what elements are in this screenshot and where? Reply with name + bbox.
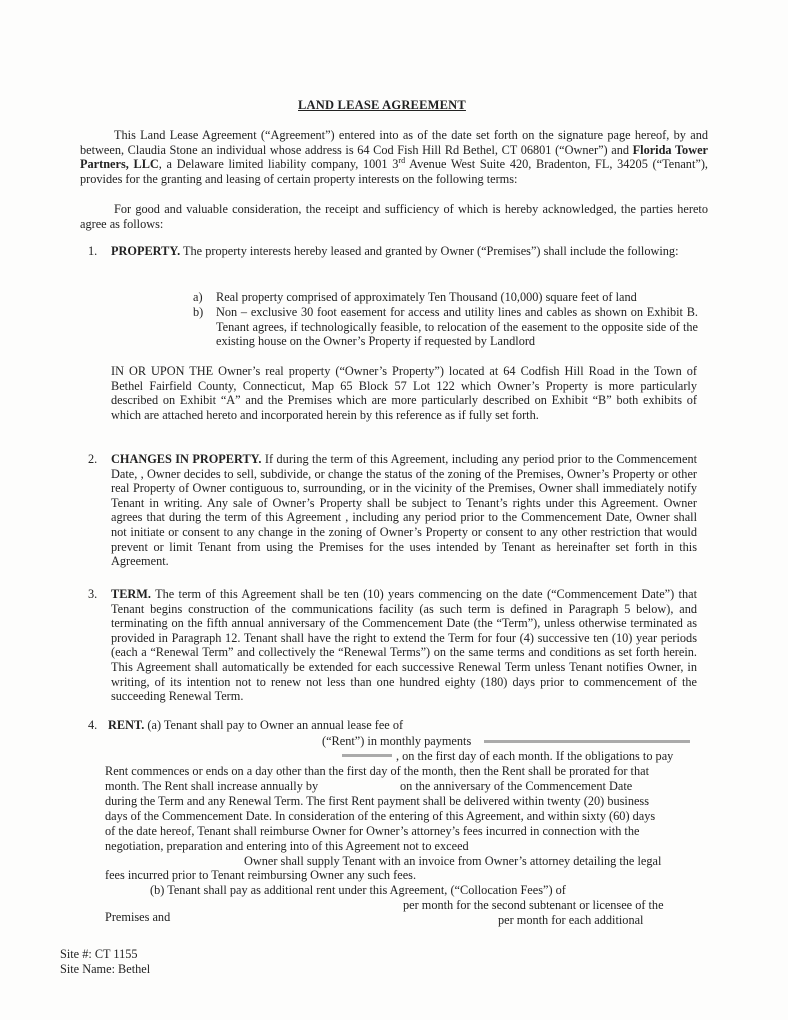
section-4-number: 4. [88,718,98,732]
rent-line-2: (“Rent”) in monthly payments [322,734,472,748]
rent-line-3: , on the first day of each month. If the obligations to pay [396,749,674,763]
footer-site-number: Site #: CT 1155 [60,947,138,961]
section-2-paragraph [111,452,697,569]
section-1-number: 1. [88,244,98,258]
section-2-text: If during the term of this Agreement, including any period prior to the Commencement Date, , Owner decides to sell, subdivide, or change the status of the zoning of the Premises, Owner’s Property or other real Property of Owner contiguous to, surrounding, or in the vicinity of the Premises, Owner shall immediately notify Tenant in writing. Any sale of Owner’s Property shall be subject to Tenant’s rights under this Agreement. Owner agrees that during the term of this Agreement , including any period prior to the Commencement Date, Owner shall not initiate or consent to any change in the zoning of Owner’s Property or consent to any other restriction that would prevent or limit Tenant from using the Premises for the uses intended by Tenant as hereinafter set forth in this Agreement. [111,452,698,569]
rent-line-1 [108,718,403,732]
rent-line-14b: per month for each additional [498,913,644,927]
item-a-text: Real property comprised of approximately Ten Thousand (10,000) square feet of land [216,290,637,304]
item-a-marker: a) [193,290,203,304]
rent-line-5b: on the anniversary of the Commencement Date [400,779,633,793]
section-3-paragraph [111,587,697,704]
section-3-text: The term of this Agreement shall be ten (10) years commencing on the date (“Commencement Date”) that Tenant begins construction of the communications facility (as such term is defined in Paragraph 5 below), and terminating on the fifth annual anniversary of the Commencement Date (the “Term”), unless otherwise terminated as provided in Paragraph 12. Tenant shall have the right to extend the Term for four (4) successive ten (10) year periods (each a “Renewal Term” and collectively the “Renewal Terms”) on the same terms and conditions as set forth herein. This Agreement shall automatically be extended for each successive Renewal Term unless Tenant notifies Owner, in writing, of its intention not to renew not less than one hundred eighty (180) days prior to commencement of the succeeding Renewal Term. [111,587,697,704]
section-2-number: 2. [88,452,98,466]
intro-text-c: Avenue West Suite 420, Bradenton, FL, 34205 (“Tenant”), provides for the granting and leasing of certain property interests on the following terms: [80,157,709,186]
section-1-paragraph [111,244,697,259]
intro-sup: rd [398,156,406,166]
rent-line-5a: month. The Rent shall increase annually by [105,779,319,793]
section-4-heading: RENT. [108,718,145,732]
rent-line-14a: Premises and [105,910,171,924]
rent-line-4: Rent commences or ends on a day other than the first day of the month, then the Rent shall be prorated for that [105,764,649,778]
rent-line-7: days of the Commencement Date. In consideration of the entering of this Agreement, and within sixty (60) days [105,809,656,823]
section-3-number: 3. [88,587,98,601]
rent-line-10: Owner shall supply Tenant with an invoice from Owner’s attorney detailing the legal [244,854,662,868]
document-title: LAND LEASE AGREEMENT [298,98,466,112]
rent-line-9: negotiation, preparation and entering into of this Agreement not to exceed [105,839,469,853]
redacted-amount-1 [484,740,690,743]
rent-line-12: (b) Tenant shall pay as additional rent under this Agreement, (“Collocation Fees”) of [150,883,566,897]
redacted-amount-2 [342,754,392,757]
item-b-text: Non – exclusive 30 foot easement for access and utility lines and cables as shown on Exhibit B. Tenant agrees, if technologically feasible, to relocation of the easement to the opposite side of the existing house on the Owner’s Property if requested by Landlord [216,305,698,349]
tenant-name: Florida Tower Partners, LLC [80,142,708,172]
rent-line-6: during the Term and any Renewal Term. The first Rent payment shall be delivered within twenty (20) business [105,794,649,808]
footer-site-name: Site Name: Bethel [60,962,151,976]
intro-paragraph [80,128,708,186]
rent-line-8: of the date hereof, Tenant shall reimburse Owner for Owner’s attorney’s fees incurred in connection with the [105,824,640,838]
section-1-text: The property interests hereby leased and granted by Owner (“Premises”) shall include the following: [180,244,679,258]
section-1-heading: PROPERTY. [111,244,181,258]
intro-text-b: , a Delaware limited liability company, 1001 3 [158,157,399,172]
intro-text-a: This Land Lease Agreement (“Agreement”) entered into as of the date set forth on the signature page hereof, by and between, Claudia Stone an individual whose address is 64 Cod Fish Hill Rd Bethel, CT 06801 (“Owner”) and [80,128,708,157]
section-3-heading: TERM. [111,587,151,601]
rent-line-1-text: (a) Tenant shall pay to Owner an annual lease fee of [144,718,404,732]
rent-line-13: per month for the second subtenant or licensee of the [403,898,664,912]
property-location-paragraph: IN OR UPON THE Owner’s real property (“Owner’s Property”) located at 64 Codfish Hill Road in the Town of Bethel Fairfield County, Connecticut, Map 65 Block 57 Lot 122 which Owner’s Property is more particularly described on Exhibit “A” and the Premises which are more particularly described on Exhibit “B” both exhibits of which are attached hereto and incorporated herein by this reference as if fully set forth. [111,364,697,422]
consideration-paragraph: For good and valuable consideration, the receipt and sufficiency of which is hereby acknowledged, the parties hereto agree as follows: [80,202,708,231]
item-b-marker: b) [193,305,204,319]
rent-line-11: fees incurred prior to Tenant reimbursing Owner any such fees. [105,868,417,882]
section-2-heading: CHANGES IN PROPERTY. [111,452,262,466]
